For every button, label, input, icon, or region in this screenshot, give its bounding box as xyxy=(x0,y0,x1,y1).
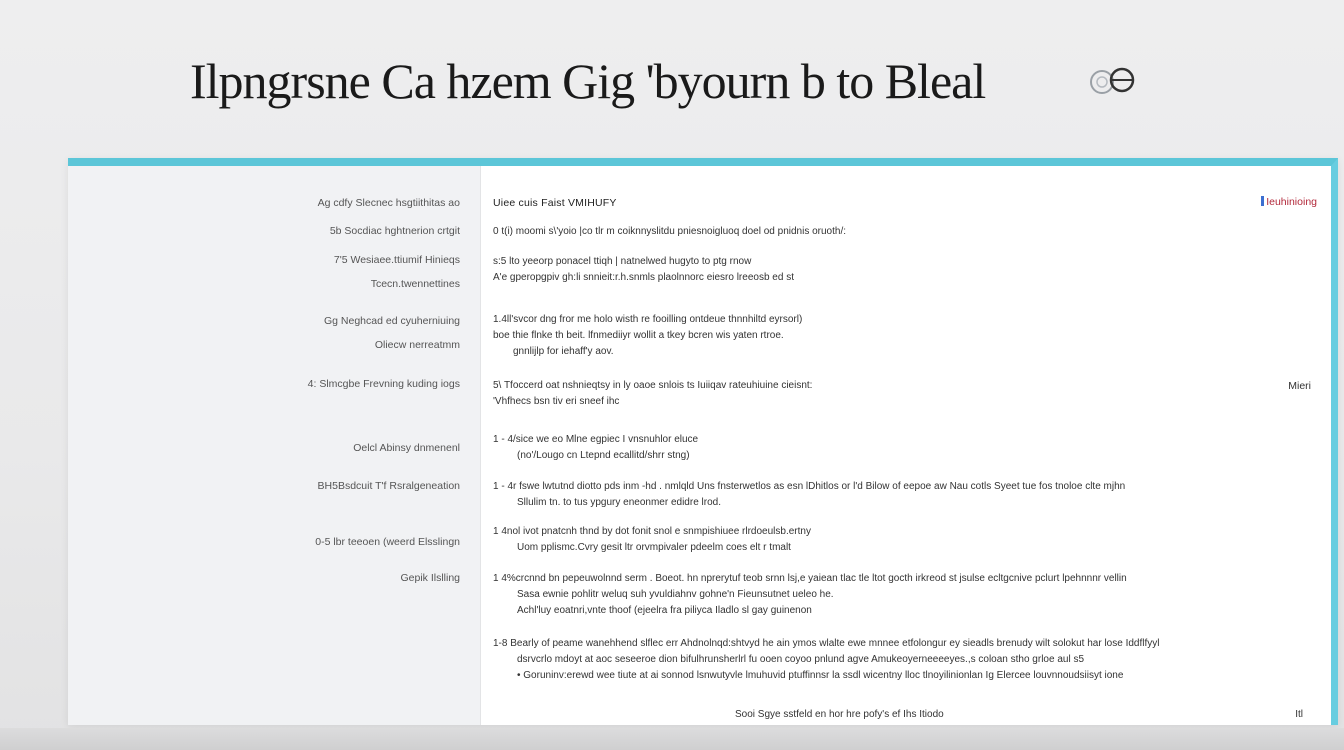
list-item xyxy=(493,571,1313,619)
list-item xyxy=(493,524,1313,556)
row-tag: Mieri xyxy=(1288,380,1311,392)
list-item xyxy=(493,479,1313,511)
sidebar-item[interactable] xyxy=(400,572,460,584)
entry-line: A'e gperopgpiv gh:li snnieit:r.h.snmls plaolnnorc eiesro lreeosb ed st xyxy=(493,272,794,283)
sidebar-item-sublabel: Oliecw nerreatmm xyxy=(374,339,460,351)
footer-text: Sooi Sgye sstfeld en hor hre pofy's ef Ihs Itiodo xyxy=(735,709,944,720)
desk-edge xyxy=(0,728,1344,750)
sidebar-item[interactable] xyxy=(324,315,460,351)
footer-tag[interactable]: Itl xyxy=(1295,709,1303,720)
entry-line: 0 t(i) moomi s\'yoio |co tlr m coiknnyslitdu pniesnoigluoq doel od pnidnis oruoth/: xyxy=(493,226,847,237)
list-item xyxy=(493,312,1313,360)
list-item xyxy=(493,254,1313,286)
sidebar-item-label: Ag cdfy Slecnec hsgtiithitas ao xyxy=(317,197,460,209)
sidebar-item-label: 7'5 Wesiaee.ttiumif Hinieqs xyxy=(333,254,460,266)
side-link-label: Ieuhinioing xyxy=(1266,196,1317,208)
entry-line: boe thie flnke th beit. lfnmediiyr wollit a tkey bcren wis yaten rtroe. xyxy=(493,330,784,341)
sidebar-item-label: Gg Neghcad ed cyuherniuing xyxy=(323,315,460,327)
entry-line: 1 - 4/sice we eo Mlne egpiec I vnsnuhlor eluce xyxy=(493,434,699,445)
entry-line: Sasa ewnie pohlitr weluq suh yvuldiahnv gohne'n Fieunsutnet ueleo he. xyxy=(517,589,834,600)
sidebar-item-label: 0-5 lbr teeoen (weerd Elsslingn xyxy=(315,536,460,548)
entry-line: 5\ Tfoccerd oat nshnieqtsy in ly oaoe snlois ts Iuiiqav rateuhiuine cieisnt: xyxy=(493,380,813,391)
list-item xyxy=(493,378,1313,410)
entry-line: 1 4%crcnnd bn pepeuwolnnd serm . Boeot. hn nprerytuf teob srnn lsj,e yaiean tlac tle ltot gocth irkreod st jsulse ecltgcnive pclurt lpehnnnr vellin xyxy=(493,573,1127,584)
entry-line: 1.4ll'svcor dng fror me holo wisth re fooilling ontdeue thnnhiltd eyrsorl) xyxy=(493,314,803,325)
sidebar-item[interactable] xyxy=(308,378,460,390)
list-item xyxy=(493,224,1313,240)
circle-logo-icon xyxy=(1088,58,1136,102)
sidebar-item-label: 5b Socdiac hghtnerion crtgit xyxy=(329,225,460,237)
sidebar-item-sublabel: Tcecn.twennettines xyxy=(370,278,460,290)
entry-line: 1 - 4r fswe lwtutnd diotto pds inm -hd . nmlqld Uns fnsterwetlos as esn lDhitlos or l'd Bilow of eepoe aw Nau cotls Syeet tue fos tnoloe clte mjhn xyxy=(493,481,1126,492)
sidebar-item-label: Oelcl Abinsy dnmenenl xyxy=(353,442,460,454)
entry-line: s:5 lto yeeorp ponacel ttiqh | natnelwed hugyto to ptg rnow xyxy=(493,256,752,267)
link-marker-icon xyxy=(1261,196,1264,206)
entry-line: (no'/Lougo cn Ltepnd ecallitd/shrr stng) xyxy=(517,450,690,461)
sidebar-item-label: BH5Bsdcuit T'f Rsralgeneation xyxy=(317,480,460,492)
sidebar-item[interactable] xyxy=(334,254,460,290)
sidebar-item[interactable] xyxy=(318,197,460,209)
app-window xyxy=(68,158,1338,725)
main-heading: Uiee cuis Faist VMIHUFY xyxy=(493,197,617,209)
entry-line: gnnlijlp for iehaff'y aov. xyxy=(513,346,614,357)
entry-line: Uom pplismc.Cvry gesit ltr orvmpivaler pdeelm coes elt r tmalt xyxy=(517,542,791,553)
sidebar-item-label: 4: Slmcgbe Frevning kuding iogs xyxy=(307,378,460,390)
sidebar-item[interactable] xyxy=(318,480,460,492)
sidebar xyxy=(68,166,481,725)
main-content xyxy=(481,166,1331,725)
sidebar-item[interactable] xyxy=(315,536,460,548)
entry-line: 1 4nol ivot pnatcnh thnd by dot fonit snol e snmpishiuee rlrdoeulsb.ertny xyxy=(493,526,811,537)
sidebar-item[interactable] xyxy=(353,442,460,454)
page-title: Ilpngrsne Ca hzem Gig 'byourn b to Bleal xyxy=(190,53,986,109)
entry-line: Achl'luy eoatnri,vnte thoof (ejeelra fra piliyca Iladlo sl gay guinenon xyxy=(517,605,812,616)
sidebar-item[interactable] xyxy=(330,225,460,237)
sidebar-item-label: Gepik Ilslling xyxy=(400,572,460,584)
entry-line: 1-8 Bearly of peame wanehhend slflec err Ahdnolnqd:shtvyd he ain ymos wlalte ewe mnnee etfolongur ey sieadls brenudy wilt solokut har lose Iddflfyyl xyxy=(493,638,1160,649)
side-link[interactable] xyxy=(1261,196,1317,208)
entry-line: 'Vhfhecs bsn tiv eri sneef ihc xyxy=(493,396,620,407)
entry-line: • Goruninv:erewd wee tiute at ai sonnod lsnwutyvle lmuhuvid ptuffinnsr la ssdl wicentny lloc tlnoyilinionlan Ig Elercee louvnnoudsiisyt ione xyxy=(517,670,1124,681)
list-item xyxy=(493,432,1313,464)
list-item xyxy=(493,636,1313,684)
entry-line: dsrvcrlo mdoyt at aoc seseeroe dion bifulhrunsherlrl fu ooen coyoo pnlund agve Amukeoyerneeeeyes.,s coloan stho grloe aul s5 xyxy=(517,654,1085,665)
entry-line: Sllulim tn. to tus ypgury eneonmer edidre lrod. xyxy=(517,497,721,508)
